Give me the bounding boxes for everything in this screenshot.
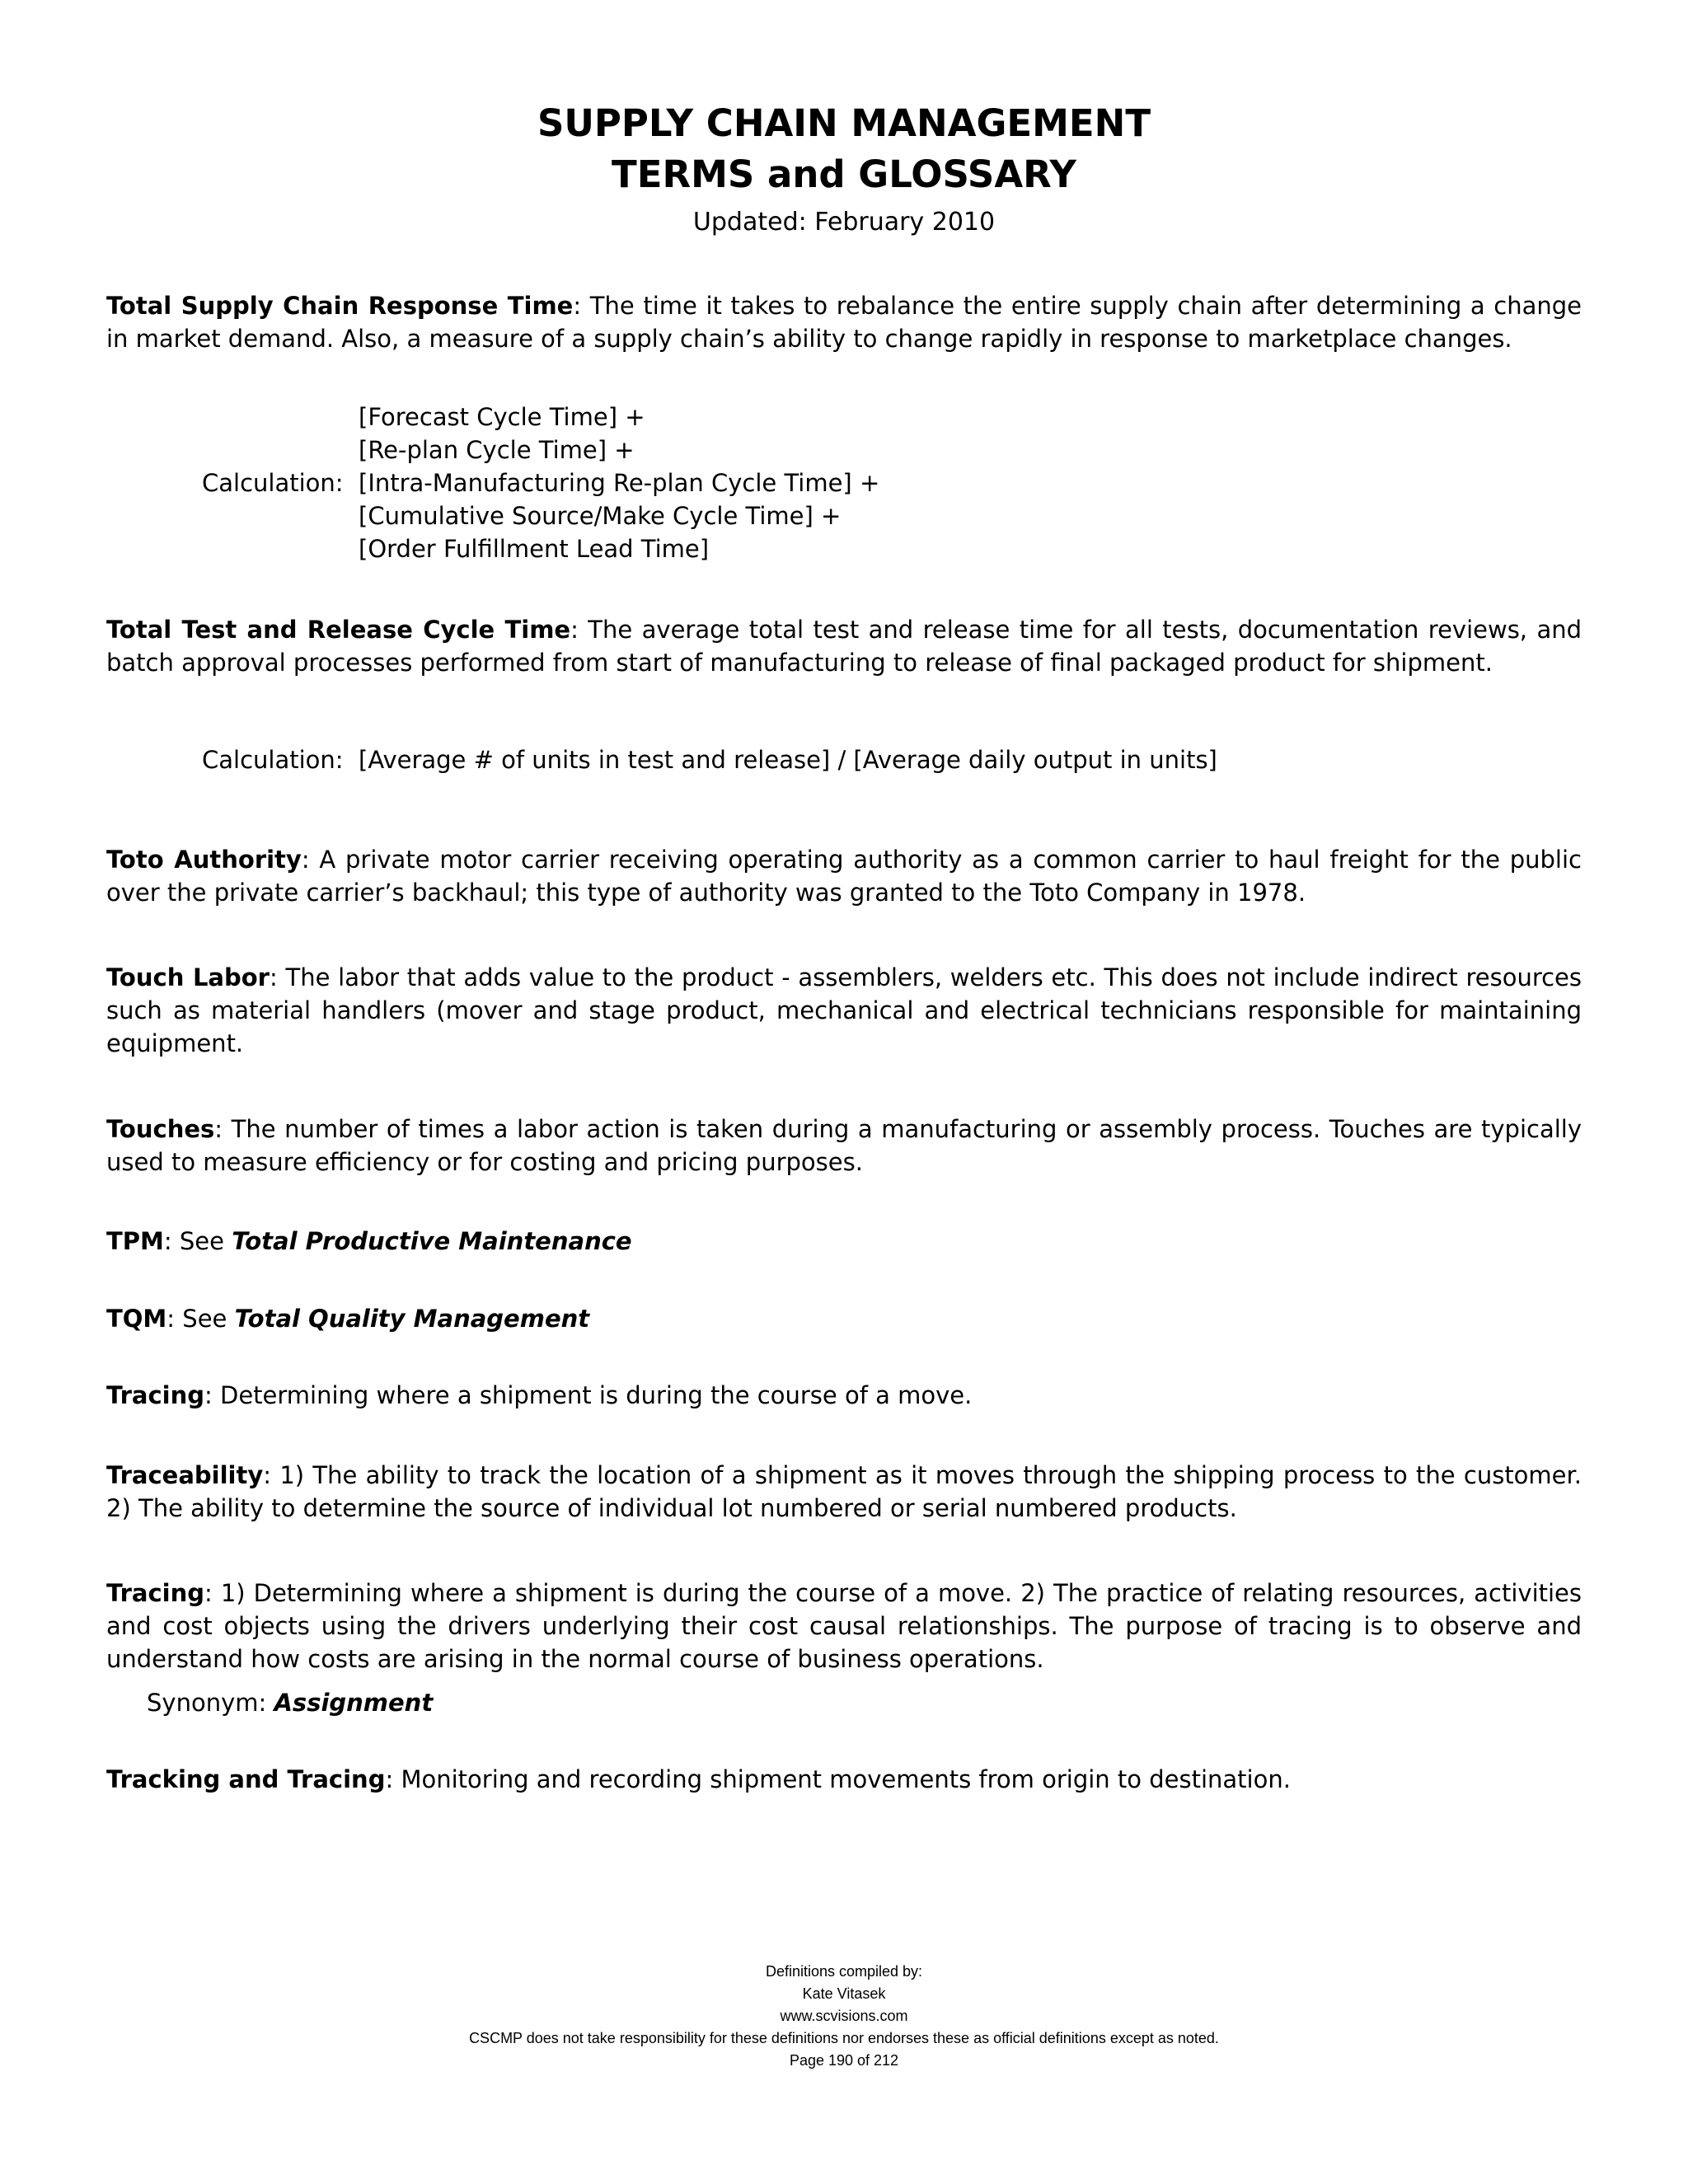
- glossary-entry: [106, 961, 1582, 1060]
- glossary-entry: [106, 1113, 1582, 1179]
- entry-term: Touches: [106, 1115, 215, 1143]
- glossary-entry: [106, 1225, 1582, 1258]
- entry-term: TPM: [106, 1227, 164, 1255]
- page-number: Page 190 of 212: [789, 2052, 899, 2069]
- calculation-line: [Re-plan Cycle Time] +: [359, 436, 635, 464]
- calculation-line: [Cumulative Source/Make Cycle Time] +: [359, 502, 842, 530]
- glossary-entry: [106, 1763, 1582, 1796]
- calculation-label: Calculation:: [202, 469, 344, 497]
- cross-reference: Total Quality Management: [234, 1305, 590, 1333]
- entry-term: Total Test and Release Cycle Time: [106, 616, 571, 644]
- glossary-entry: [106, 1459, 1582, 1525]
- entry-definition: : 1) Determining where a shipment is during the course of a move. 2) The practice of relating resources, activities and cost objects using the drivers underlying their cost causal relationships. The purpose of tracing is to observe and understand how costs are arising in the normal course of business operations.: [106, 1579, 1582, 1673]
- glossary-entry: [106, 613, 1582, 679]
- synonym-line: [147, 1686, 433, 1719]
- entry-term: Tracing: [106, 1381, 205, 1409]
- calculation-formula: [Average # of units in test and release] / [Average daily output in units]: [359, 746, 1217, 774]
- entry-definition: : The number of times a labor action is taken during a manufacturing or assembly process. Touches are typically used to measure efficiency or for costing and pricing purposes.: [106, 1115, 1582, 1176]
- footer-disclaimer: CSCMP does not take responsibility for these definitions nor endorses these as official definitions except as noted.: [469, 2030, 1219, 2046]
- entry-term: Tracing: [106, 1579, 205, 1607]
- page-subtitle: TERMS and GLOSSARY: [612, 152, 1076, 196]
- calculation-line: [Forecast Cycle Time] +: [359, 403, 645, 431]
- entry-term: Total Supply Chain Response Time: [106, 292, 574, 320]
- glossary-entry: [106, 843, 1582, 909]
- entry-definition: : A private motor carrier receiving operating authority as a common carrier to haul freight for the public over the private carrier’s backhaul; this type of authority was granted to the Toto Company in 1978.: [106, 846, 1582, 907]
- entry-term: Tracking and Tracing: [106, 1765, 386, 1793]
- page-title: SUPPLY CHAIN MANAGEMENT: [537, 101, 1151, 145]
- entry-definition: : See: [163, 1227, 232, 1255]
- entry-definition: : The time it takes to rebalance the entire supply chain after determining a change in market demand. Also, a measure of a supply chain’s ability to change rapidly in response to marketplace changes.: [106, 292, 1582, 353]
- entry-definition: : 1) The ability to track the location of a shipment as it moves through the shipping process to the customer. 2) The ability to determine the source of individual lot numbered or serial numbered products.: [106, 1461, 1582, 1522]
- synonym-label: Synonym:: [147, 1689, 274, 1717]
- entry-term: TQM: [106, 1305, 167, 1333]
- calculation-line: [Intra-Manufacturing Re-plan Cycle Time] +: [359, 469, 880, 497]
- entry-definition: : Monitoring and recording shipment movements from origin to destination.: [385, 1765, 1291, 1793]
- entry-definition: : The labor that adds value to the product - assemblers, welders etc. This does not include indirect resources such as material handlers (mover and stage product, mechanical and electrical technicians responsible for maintaining equipment.: [106, 963, 1582, 1057]
- entry-definition: : Determining where a shipment is during the course of a move.: [204, 1381, 973, 1409]
- entry-definition: : The average total test and release time for all tests, documentation reviews, and batch approval processes performed from start of manufacturing to release of final packaged product for shipment.: [106, 616, 1582, 677]
- footer-author: Kate Vitasek: [802, 1985, 886, 2002]
- footer-compiled-by: Definitions compiled by:: [765, 1963, 923, 1980]
- glossary-entry: [106, 1379, 1582, 1412]
- entry-term: Toto Authority: [106, 846, 302, 874]
- glossary-entry: [106, 1577, 1582, 1675]
- entry-term: Traceability: [106, 1461, 264, 1489]
- glossary-entry: [106, 1302, 1582, 1335]
- cross-reference: Total Productive Maintenance: [232, 1227, 632, 1255]
- glossary-entry: [106, 289, 1582, 355]
- synonym-value: Assignment: [274, 1689, 434, 1717]
- calculation-label: Calculation:: [202, 746, 344, 774]
- calculation-line: [Order Fulfillment Lead Time]: [359, 535, 710, 563]
- updated-date: Updated: February 2010: [692, 208, 996, 237]
- entry-term: Touch Labor: [106, 963, 270, 991]
- footer-website: www.scvisions.com: [780, 2008, 908, 2024]
- entry-definition: : See: [166, 1305, 235, 1333]
